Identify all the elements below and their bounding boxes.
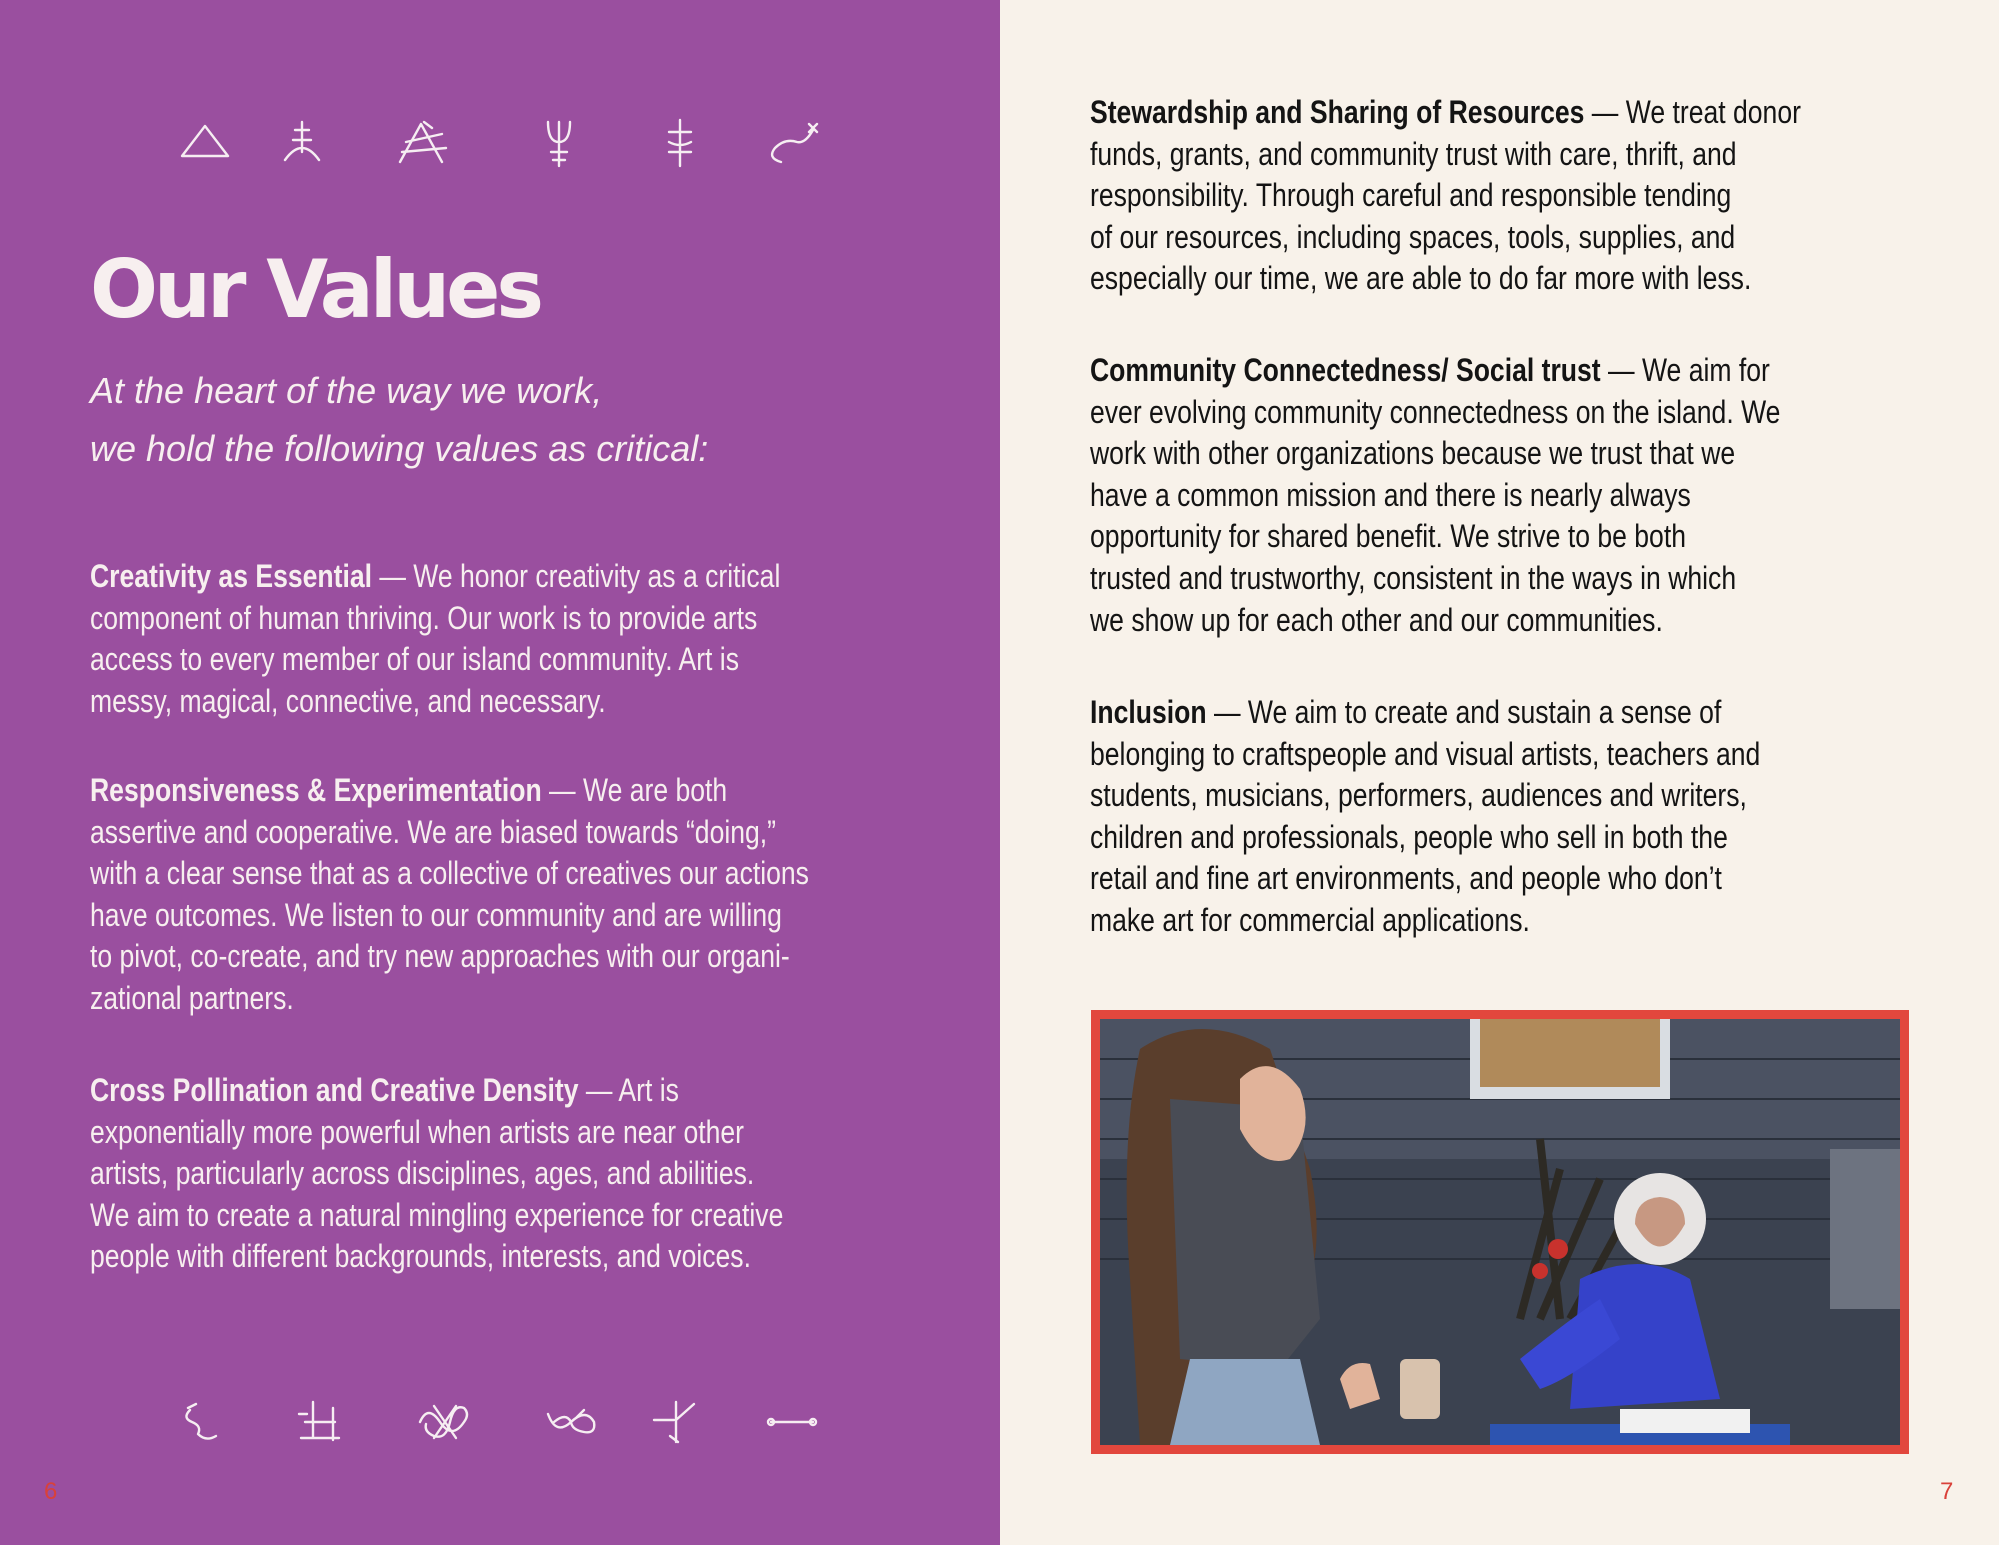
value-community [1090, 350, 1986, 641]
value-inclusion [1090, 692, 1986, 942]
value-creativity [90, 556, 1003, 722]
value-text: especially our time, we are able to do far more with less. [1090, 260, 1752, 297]
value-text: students, musicians, performers, audiences and writers, [1090, 777, 1747, 814]
value-text: make art for commercial applications. [1090, 901, 1530, 938]
arrow-glyph-icon [640, 1388, 710, 1458]
workshop-photo [1100, 1019, 1900, 1445]
value-text: we show up for each other and our communities. [1090, 601, 1663, 638]
value-text: artists, particularly across disciplines, ages, and abilities. [90, 1155, 755, 1192]
loop-cross-glyph-icon [410, 1388, 480, 1458]
value-text: messy, magical, connective, and necessary. [90, 682, 606, 719]
value-text: — We are both [541, 772, 728, 808]
value-heading: Inclusion [1090, 694, 1207, 730]
value-text: with a clear sense that as a collective of creatives our actions [90, 855, 809, 892]
value-text: assertive and cooperative. We are biased towards “doing,” [90, 813, 777, 850]
value-heading: Cross Pollination and Creative Density [90, 1072, 579, 1108]
value-heading: Community Connectedness/ Social trust [1090, 352, 1601, 388]
cross-glyph-icon [645, 108, 715, 178]
value-heading: Creativity as Essential [90, 558, 372, 594]
value-text: retail and fine art environments, and people who don’t [1090, 860, 1722, 897]
value-text: exponentially more powerful when artists are near other [90, 1113, 745, 1150]
page-subtitle [90, 362, 910, 478]
value-text: zational partners. [90, 979, 294, 1016]
crossed-a-glyph-icon [386, 108, 456, 178]
bottom-glyph-row [0, 1388, 1000, 1458]
value-text: work with other organizations because we trust that we [1090, 435, 1736, 472]
value-text: ever evolving community connectedness on the island. We [1090, 393, 1781, 430]
bracket-glyph-icon [285, 1388, 355, 1458]
value-text: — We treat donor [1584, 94, 1801, 130]
photo-frame [1091, 1010, 1909, 1454]
value-text: access to every member of our island community. Art is [90, 641, 739, 678]
value-text: of our resources, including spaces, tools, supplies, and [1090, 218, 1736, 255]
value-text: have a common mission and there is nearly always [1090, 476, 1691, 513]
value-responsiveness [90, 770, 1003, 1020]
value-text: component of human thriving. Our work is to provide arts [90, 599, 758, 636]
value-text: belonging to craftspeople and visual artists, teachers and [1090, 735, 1761, 772]
page-number-right: 7 [1940, 1478, 1954, 1505]
value-text: trusted and trustworthy, consistent in the ways in which [1090, 559, 1737, 596]
subtitle-line: we hold the following values as critical: [90, 428, 709, 469]
line-dots-glyph-icon [757, 1388, 827, 1458]
value-text: people with different backgrounds, interests, and voices. [90, 1238, 751, 1275]
value-text: opportunity for shared benefit. We strive to be both [1090, 518, 1686, 555]
value-text: responsibility. Through careful and responsible tending [1090, 177, 1732, 214]
value-text: — We honor creativity as a critical [371, 558, 781, 594]
value-text: — We aim to create and sustain a sense of [1206, 694, 1722, 730]
value-text: to pivot, co-create, and try new approaches with our organi- [90, 938, 790, 975]
value-text: — We aim for [1600, 352, 1770, 388]
page-title: Our Values [90, 243, 541, 336]
infinity-glyph-icon [536, 1388, 606, 1458]
value-text: have outcomes. We listen to our community and are willing [90, 896, 782, 933]
value-text: children and professionals, people who sell in both the [1090, 818, 1728, 855]
value-stewardship [1090, 92, 1986, 300]
top-glyph-row [0, 108, 1000, 178]
subtitle-line: At the heart of the way we work, [90, 370, 603, 411]
value-text: — Art is [578, 1072, 679, 1108]
trident-glyph-icon [524, 108, 594, 178]
squiggle-glyph-icon [170, 1388, 240, 1458]
value-text: funds, grants, and community trust with care, thrift, and [1090, 135, 1737, 172]
value-text: We aim to create a natural mingling experience for creative [90, 1196, 784, 1233]
triangle-glyph-icon [170, 108, 240, 178]
value-heading: Responsiveness & Experimentation [90, 772, 542, 808]
value-heading: Stewardship and Sharing of Resources [1090, 94, 1585, 130]
value-cross-pollination [90, 1070, 1003, 1278]
hook-glyph-icon [757, 108, 827, 178]
page-number-left: 6 [44, 1478, 58, 1505]
figure-glyph-icon [267, 108, 337, 178]
